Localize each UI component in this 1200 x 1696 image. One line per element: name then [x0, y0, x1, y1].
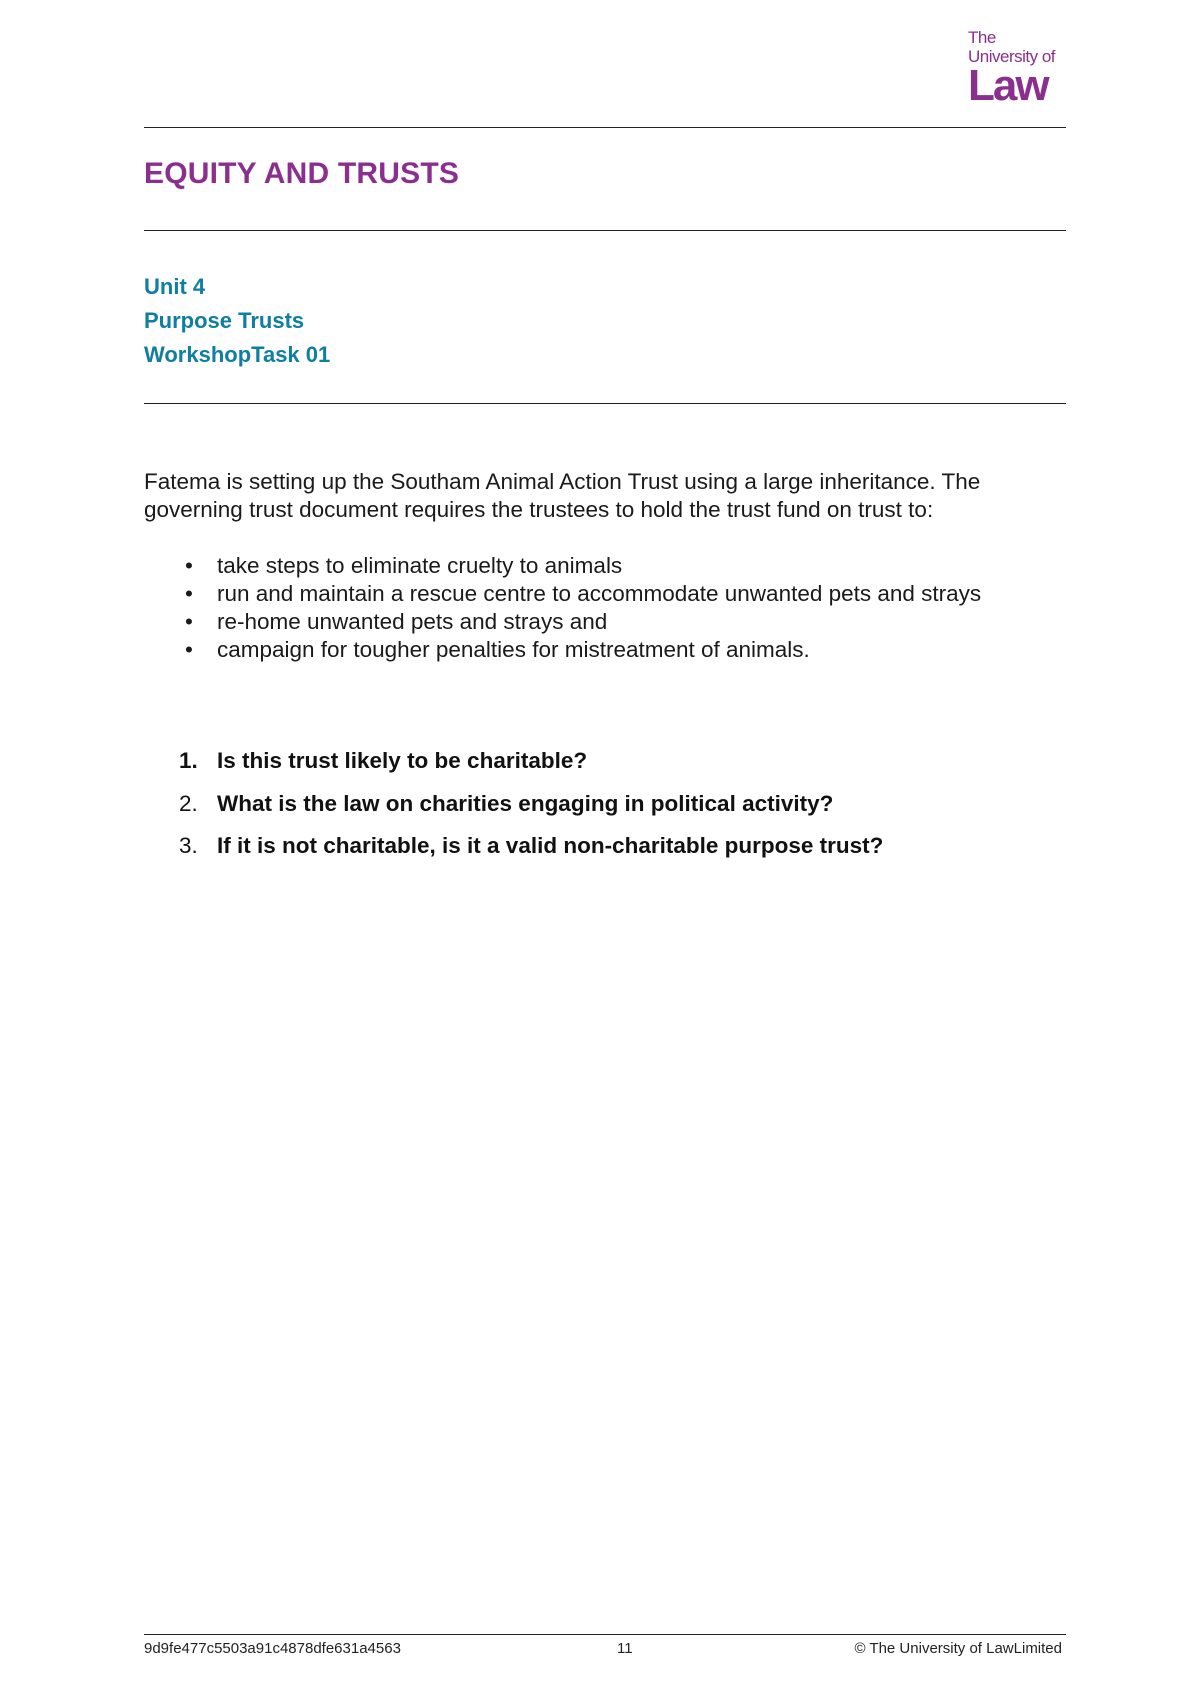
list-item: [144, 636, 981, 664]
question-text: Is this trust likely to be charitable?: [217, 748, 588, 773]
purpose-list: [144, 552, 981, 664]
header-rule-bottom: [144, 403, 1066, 404]
question-text: What is the law on charities engaging in political activity?: [217, 790, 834, 816]
question-number: 1.: [179, 748, 198, 773]
footer-copyright: © The University of LawLimited: [854, 1640, 1062, 1657]
workshop-task: WorkshopTask 01: [144, 342, 331, 367]
list-item: [144, 580, 981, 608]
bullet-icon: •: [185, 609, 193, 634]
question-text: If it is not charitable, is it a valid non-charitable purpose trust?: [217, 833, 884, 858]
question-number: 3.: [179, 833, 198, 858]
bullet-icon: •: [185, 637, 193, 662]
list-item-text: re-home unwanted pets and strays and: [217, 609, 608, 634]
unit-heading-block: [144, 270, 330, 372]
university-logo: [968, 28, 1060, 110]
list-item-text: campaign for tougher penalties for mistreatment of animals.: [217, 637, 810, 662]
unit-topic: Purpose Trusts: [144, 308, 305, 333]
bullet-icon: •: [185, 581, 193, 606]
unit-number: Unit 4: [144, 274, 206, 299]
question-item: [144, 747, 883, 790]
footer-doc-id: 9d9fe477c5503a91c4878dfe631a4563: [144, 1640, 401, 1657]
logo-line-law: Law: [968, 61, 1048, 110]
list-item-text: run and maintain a rescue centre to accommodate unwanted pets and strays: [217, 581, 982, 606]
logo-line-the: The: [968, 28, 996, 47]
question-item: [144, 790, 883, 833]
list-item: [144, 552, 981, 580]
list-item: [144, 608, 981, 636]
header-rule-top: [144, 127, 1066, 128]
list-item-text: take steps to eliminate cruelty to animals: [217, 553, 623, 578]
footer-rule: [144, 1634, 1066, 1635]
question-list: [144, 747, 883, 875]
header-rule-middle: [144, 230, 1066, 231]
footer-page-number: 11: [617, 1640, 633, 1657]
logo-line-university: University of: [968, 47, 1056, 66]
page-title: EQUITY AND TRUSTS: [144, 157, 460, 190]
bullet-icon: •: [185, 553, 193, 578]
question-number: 2.: [179, 790, 198, 816]
question-item: [144, 832, 883, 875]
intro-paragraph: Fatema is setting up the Southam Animal Action Trust using a large inheritance. The governing trust document requires the trustees to hold the trust fund on trust to:: [144, 469, 981, 522]
